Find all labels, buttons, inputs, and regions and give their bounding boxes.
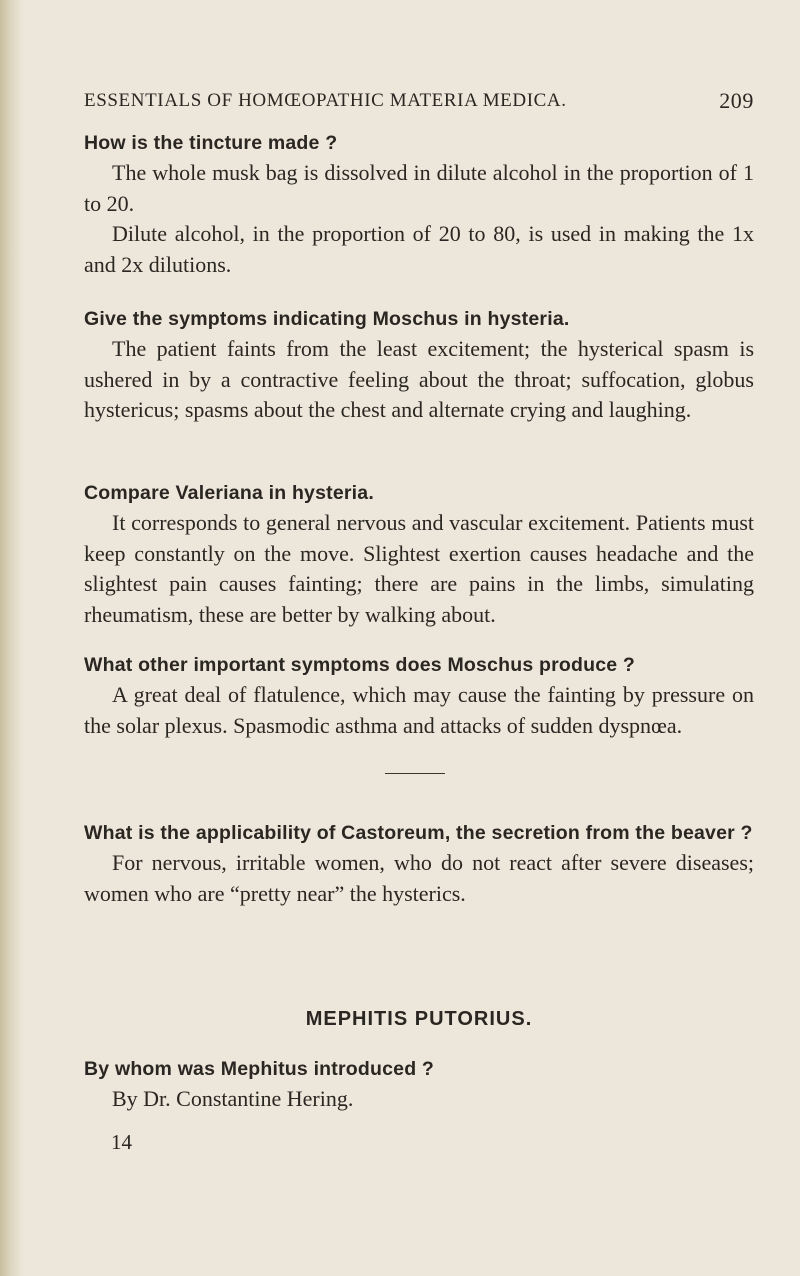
qa-block-mephitis <box>84 1054 754 1115</box>
binding-shadow <box>0 0 22 1276</box>
running-head-title: ESSENTIALS OF HOMŒOPATHIC MATERIA MEDICA. <box>84 90 567 111</box>
qa-block-castoreum <box>84 818 754 909</box>
qa-block-valeriana <box>84 478 754 630</box>
answer-paragraph: Dilute alcohol, in the proportion of 20 to 80, is used in making the 1x and 2x dilutions. <box>84 221 754 277</box>
answer-paragraph: By Dr. Constantine Hering. <box>112 1086 354 1111</box>
page-number: 209 <box>719 88 754 113</box>
question-heading: What is the applicability of Castoreum, the secretion from the beaver ? <box>84 822 753 844</box>
question-heading: By whom was Mephitus introduced ? <box>84 1058 435 1080</box>
section-divider <box>385 773 445 774</box>
answer-paragraph: For nervous, irritable women, who do not react after severe diseases; women who are “pretty near” the hysterics. <box>84 850 754 906</box>
answer-paragraph: The whole musk bag is dissolved in dilute alcohol in the proportion of 1 to 20. <box>84 160 754 216</box>
answer-paragraph: A great deal of flatulence, which may cause the fainting by pressure on the solar plexus. Spasmodic asthma and attacks of sudden dyspnœa. <box>84 682 754 738</box>
question-heading: Give the symptoms indicating Moschus in hysteria. <box>84 308 570 330</box>
qa-block-moschus-symptoms <box>84 650 754 741</box>
qa-block-moschus-hysteria <box>84 304 754 426</box>
question-heading: What other important symptoms does Moschus produce ? <box>84 654 636 676</box>
running-head <box>84 90 754 116</box>
qa-block-tincture <box>84 128 754 280</box>
question-heading: Compare Valeriana in hysteria. <box>84 482 374 504</box>
answer-paragraph: The patient faints from the least excitement; the hysterical spasm is ushered in by a contractive feeling about the throat; suffocation, globus hystericus; spasms about the chest and alternate crying and laughing. <box>84 336 754 422</box>
answer-paragraph: It corresponds to general nervous and vascular excitement. Patients must keep constantly on the move. Slightest exertion causes headache and the slightest pain causes fainting; there are pains in the limbs, simulating rheumatism, these are better by walking about. <box>84 510 754 627</box>
question-heading: How is the tincture made ? <box>84 132 338 154</box>
section-heading: MEPHITIS PUTORIUS. <box>305 1008 533 1030</box>
signature-mark: 14 <box>111 1130 132 1154</box>
